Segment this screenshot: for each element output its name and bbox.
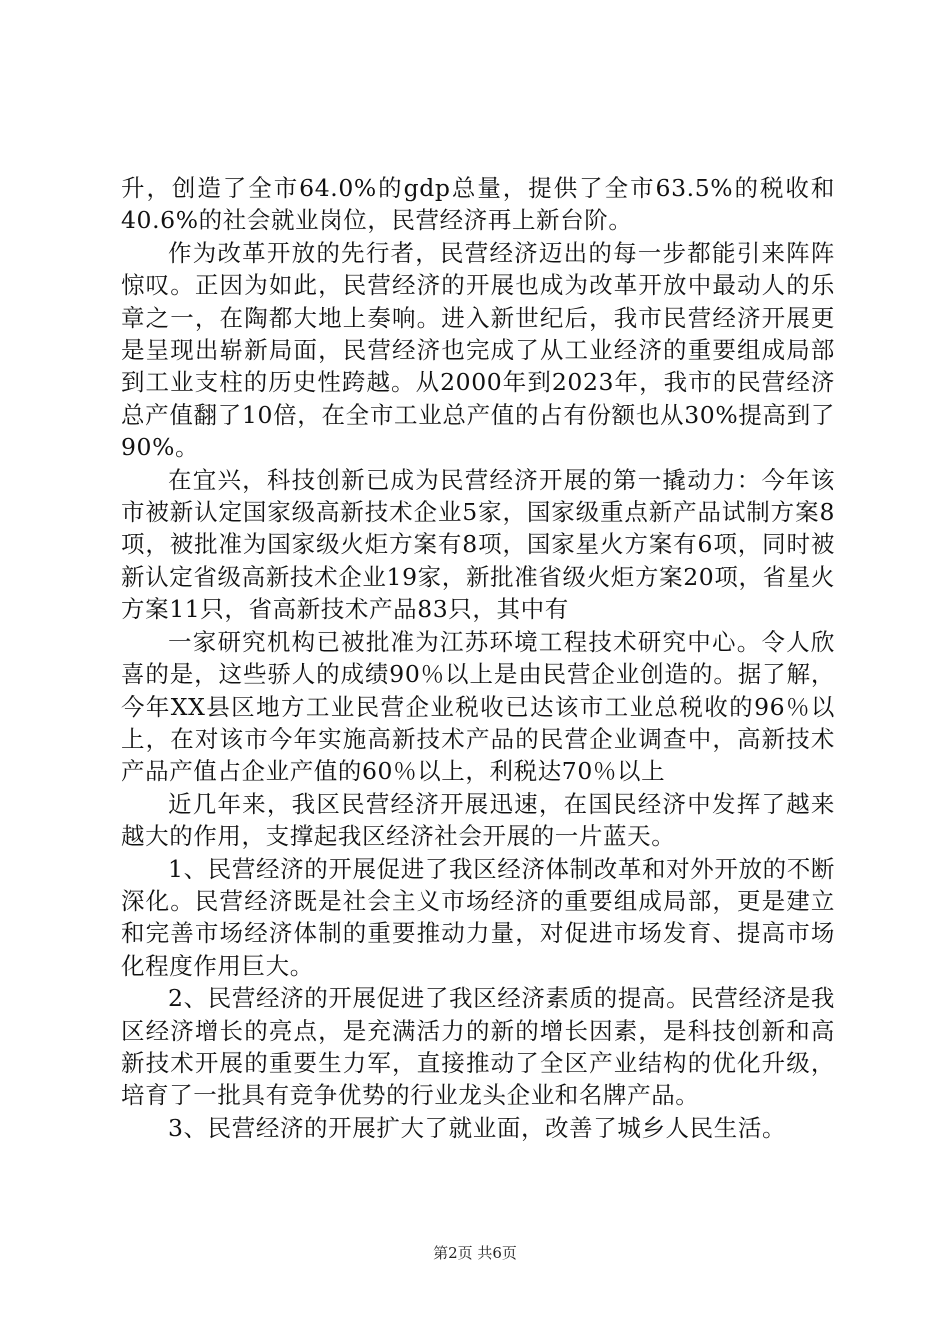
paragraph-research-center: 一家研究机构已被批准为江苏环境工程技术研究中心。令人欣喜的是，这些骄人的成绩90％以上是由民营企业创造的。据了解，今年XX县区地方工业民营企业税收已达该市工业总税收的96％以上，在对该市今年实施高新技术产品的民营企业调查中，高新技术产品产值占企业产值的60％以上，利税达70％以上 (121, 627, 835, 786)
paragraph-yixing-innovation: 在宜兴，科技创新已成为民营经济开展的第一撬动力：今年该市被新认定国家级高新技术企业5家，国家级重点新产品试制方案8项，被批准为国家级火炬方案有8项，国家星火方案有6项，同时被新认定省级高新技术企业19家，新批准省级火炬方案20项，省星火方案11只，省高新技术产品83只，其中有 (121, 465, 835, 624)
paragraph-recent-years: 近几年来，我区民营经济开展迅速，在国民经济中发挥了越来越大的作用，支撑起我区经济社会开展的一片蓝天。 (121, 789, 835, 851)
paragraph-continuation: 升，创造了全市64.0%的gdp总量，提供了全市63.5%的税收和40.6%的社会就业岗位，民营经济再上新台阶。 (121, 174, 835, 235)
paragraph-point-2: 2、民营经济的开展促进了我区经济素质的提高。民营经济是我区经济增长的亮点，是充满活力的新的增长因素，是科技创新和高新技术开展的重要生力军，直接推动了全区产业结构的优化升级，培育了一批具有竞争优势的行业龙头企业和名牌产品。 (121, 984, 835, 1110)
paragraph-point-1: 1、民营经济的开展促进了我区经济体制改革和对外开放的不断深化。民营经济既是社会主义市场经济的重要组成局部，更是建立和完善市场经济体制的重要推动力量，对促进市场发育、提高市场化程度作用巨大。 (121, 854, 835, 980)
document-body (121, 172, 835, 1144)
paragraph-reform-pioneer: 作为改革开放的先行者，民营经济迈出的每一步都能引来阵阵惊叹。正因为如此，民营经济的开展也成为改革开放中最动人的乐章之一，在陶都大地上奏响。进入新世纪后，我市民营经济开展更是呈现出崭新局面，民营经济也完成了从工业经济的重要组成局部到工业支柱的历史性跨越。从2000年到2023年，我市的民营经济总产值翻了10倍，在全市工业总产值的占有份额也从30%提高到了90%。 (121, 238, 835, 462)
paragraph-point-3: 3、民营经济的开展扩大了就业面，改善了城乡人民生活。 (168, 1113, 787, 1142)
page-number: 第2页 共6页 (433, 1244, 517, 1262)
page-footer (0, 1243, 950, 1263)
